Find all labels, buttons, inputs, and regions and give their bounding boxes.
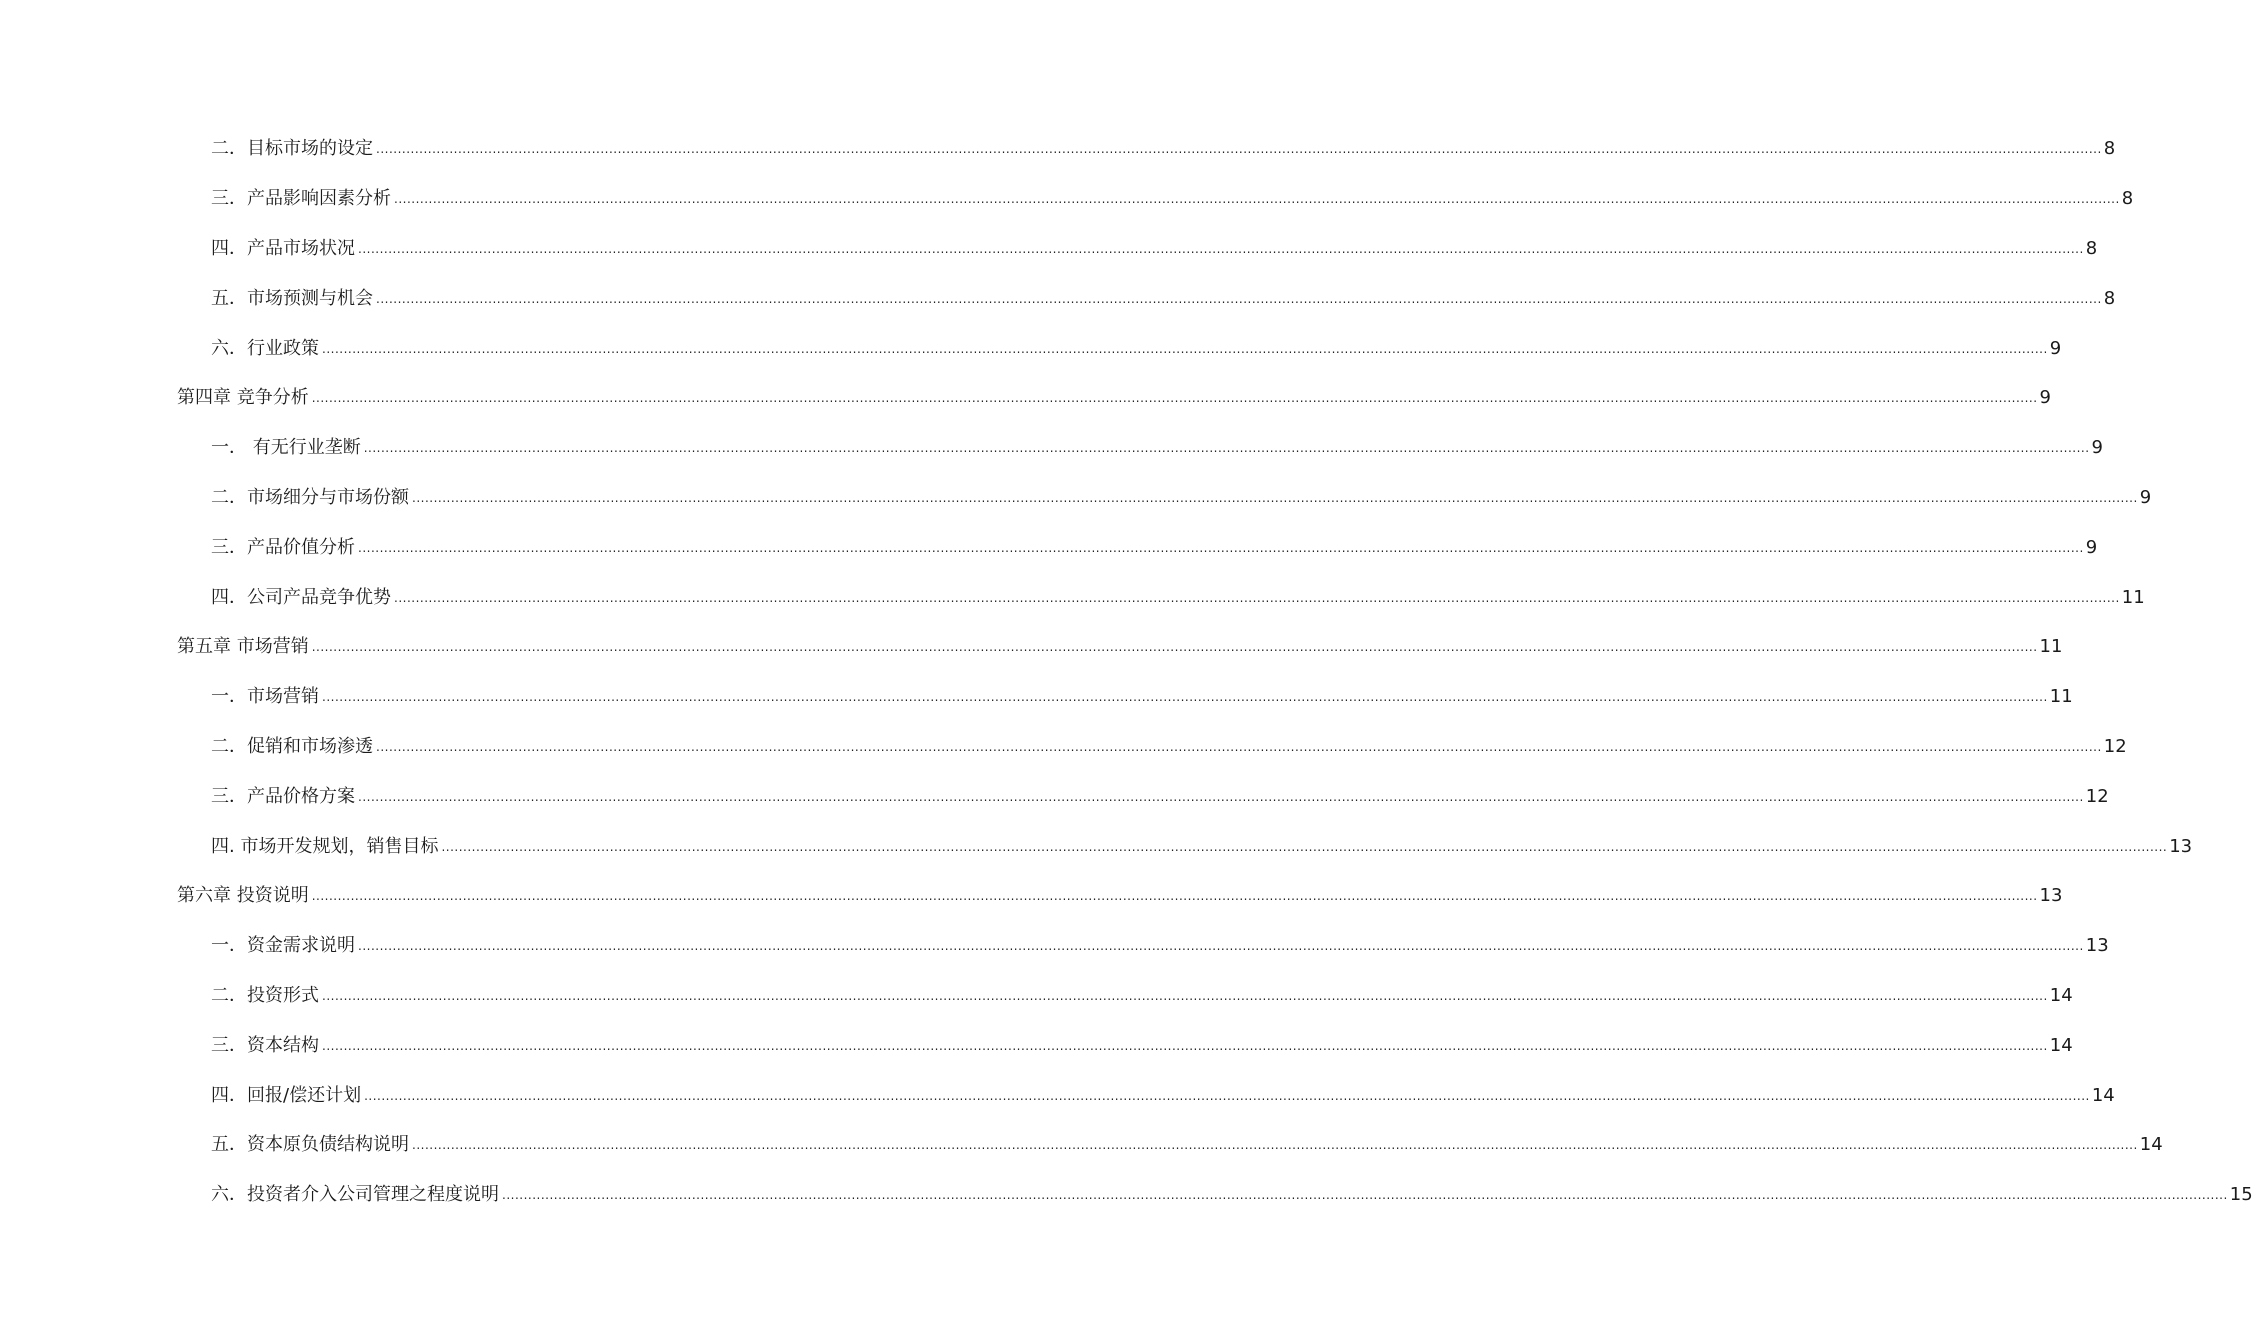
toc-entry-title: 二．市场细分与市场份额 xyxy=(211,486,409,508)
toc-page-number: 14 xyxy=(2049,1034,2073,1056)
toc-entry-line xyxy=(211,935,2109,958)
toc-dot-leader: ................................................................................................................................................................................................................................................................................................................................................................................................................ xyxy=(376,291,2102,306)
toc-entry-title: 三．产品价值分析 xyxy=(211,536,355,558)
toc-entry-line xyxy=(177,387,2051,410)
toc-entry-line xyxy=(211,785,2109,809)
toc-entry-line xyxy=(211,1134,2163,1157)
toc-dot-leader: ................................................................................................................................................................................................................................................................................................................................................................................................................ xyxy=(358,241,2084,256)
toc-entry-title: 三．资本结构 xyxy=(211,1034,319,1056)
toc-entry-line xyxy=(211,486,2152,510)
toc-section-entry[interactable] xyxy=(0,573,2145,623)
toc-section-entry[interactable] xyxy=(0,723,2127,773)
toc-dot-leader: ................................................................................................................................................................................................................................................................................................................................................................................................................ xyxy=(394,590,2120,605)
toc-page-number: 11 xyxy=(2049,686,2073,708)
toc-page-number: 11 xyxy=(2039,636,2063,658)
toc-page-number: 13 xyxy=(2039,885,2063,907)
toc-page-number: 12 xyxy=(2103,735,2127,757)
toc-entry-line xyxy=(211,1184,2253,1207)
toc-dot-leader: ................................................................................................................................................................................................................................................................................................................................................................................................................ xyxy=(311,889,2038,904)
toc-entry-line xyxy=(177,636,2063,659)
toc-entry-title: 二．促销和市场渗透 xyxy=(211,735,373,757)
toc-entry-line xyxy=(211,237,2098,261)
toc-dot-leader: ................................................................................................................................................................................................................................................................................................................................................................................................................ xyxy=(363,441,2090,456)
toc-page-number: 13 xyxy=(2169,835,2193,857)
toc-dot-leader: ................................................................................................................................................................................................................................................................................................................................................................................................................ xyxy=(364,1088,2090,1103)
toc-dot-leader: ................................................................................................................................................................................................................................................................................................................................................................................................................ xyxy=(322,690,2048,705)
toc-section-entry[interactable] xyxy=(0,324,2062,374)
toc-entry-line xyxy=(211,1034,2073,1058)
toc-section-entry[interactable] xyxy=(0,1071,2115,1121)
toc-page-number: 9 xyxy=(2039,387,2051,409)
toc-section-entry[interactable] xyxy=(0,1021,2073,1071)
toc-page-number: 14 xyxy=(2049,984,2073,1006)
table-of-contents xyxy=(0,125,2253,1221)
toc-dot-leader: ................................................................................................................................................................................................................................................................................................................................................................................................................ xyxy=(502,1188,2228,1203)
toc-page-number: 15 xyxy=(2229,1184,2253,1206)
toc-section-entry[interactable] xyxy=(0,922,2109,972)
toc-entry-title: 二．投资形式 xyxy=(211,984,319,1006)
toc-section-entry[interactable] xyxy=(0,972,2073,1022)
toc-page-number: 8 xyxy=(2103,287,2116,309)
toc-dot-leader: ................................................................................................................................................................................................................................................................................................................................................................................................................ xyxy=(394,192,2120,207)
toc-section-entry[interactable] xyxy=(0,822,2193,872)
toc-section-entry[interactable] xyxy=(0,474,2152,524)
toc-page-number: 14 xyxy=(2091,1084,2115,1106)
toc-dot-leader: ................................................................................................................................................................................................................................................................................................................................................................................................................ xyxy=(322,988,2048,1003)
toc-section-entry[interactable] xyxy=(0,225,2098,275)
toc-dot-leader: ................................................................................................................................................................................................................................................................................................................................................................................................................ xyxy=(441,839,2168,854)
toc-entry-line xyxy=(211,984,2073,1008)
toc-entry-title: 三．产品价格方案 xyxy=(211,785,355,807)
toc-chapter-entry[interactable] xyxy=(0,623,2063,673)
toc-entry-line xyxy=(211,835,2193,859)
toc-section-entry[interactable] xyxy=(0,523,2098,573)
toc-section-entry[interactable] xyxy=(0,424,2103,474)
toc-page-number: 14 xyxy=(2139,1134,2163,1156)
toc-entry-title: 二．目标市场的设定 xyxy=(211,138,373,160)
toc-chapter-entry[interactable] xyxy=(0,374,2051,424)
toc-entry-title: 四. 市场开发规划，销售目标 xyxy=(211,835,439,857)
toc-section-entry[interactable] xyxy=(0,175,2134,225)
toc-entry-title: 四．产品市场状况 xyxy=(211,237,355,259)
toc-dot-leader: ................................................................................................................................................................................................................................................................................................................................................................................................................ xyxy=(311,640,2038,655)
toc-entry-title: 六．投资者介入公司管理之程度说明 xyxy=(211,1184,499,1206)
toc-entry-title: 第六章 投资说明 xyxy=(177,885,309,907)
toc-entry-line xyxy=(211,188,2134,211)
toc-entry-line xyxy=(211,337,2062,361)
toc-page-number: 8 xyxy=(2121,188,2134,210)
toc-page-number: 9 xyxy=(2139,486,2152,508)
toc-entry-line xyxy=(177,885,2063,908)
toc-dot-leader: ................................................................................................................................................................................................................................................................................................................................................................................................................ xyxy=(412,490,2138,505)
toc-page-number: 13 xyxy=(2085,935,2109,957)
toc-entry-title: 六．行业政策 xyxy=(211,337,319,359)
toc-dot-leader: ................................................................................................................................................................................................................................................................................................................................................................................................................ xyxy=(322,341,2048,356)
toc-entry-title: 五．市场预测与机会 xyxy=(211,287,373,309)
toc-section-entry[interactable] xyxy=(0,125,2116,175)
toc-dot-leader: ................................................................................................................................................................................................................................................................................................................................................................................................................ xyxy=(358,789,2084,804)
toc-dot-leader: ................................................................................................................................................................................................................................................................................................................................................................................................................ xyxy=(358,939,2084,954)
toc-page-number: 11 xyxy=(2121,586,2145,608)
toc-page-number: 9 xyxy=(2085,536,2098,558)
toc-entry-line xyxy=(211,287,2116,311)
toc-page-number: 9 xyxy=(2049,337,2062,359)
toc-section-entry[interactable] xyxy=(0,1121,2163,1171)
toc-section-entry[interactable] xyxy=(0,1171,2253,1221)
toc-entry-line xyxy=(211,437,2103,460)
toc-entry-line xyxy=(211,138,2116,161)
toc-entry-line xyxy=(211,586,2145,610)
toc-entry-title: 三．产品影响因素分析 xyxy=(211,188,391,210)
toc-chapter-entry[interactable] xyxy=(0,872,2063,922)
toc-entry-title: 一．市场营销 xyxy=(211,686,319,708)
toc-dot-leader: ................................................................................................................................................................................................................................................................................................................................................................................................................ xyxy=(376,739,2102,754)
toc-page-number: 12 xyxy=(2085,785,2109,807)
toc-entry-title: 第五章 市场营销 xyxy=(177,636,309,658)
toc-page-number: 8 xyxy=(2103,138,2116,160)
toc-entry-title: 四．回报/偿还计划 xyxy=(211,1084,362,1106)
toc-entry-line xyxy=(211,735,2127,759)
toc-section-entry[interactable] xyxy=(0,274,2116,324)
toc-entry-title: 五．资本原负债结构说明 xyxy=(211,1134,409,1156)
toc-entry-line xyxy=(211,1084,2115,1108)
toc-entry-line xyxy=(211,686,2073,709)
toc-page-number: 9 xyxy=(2091,437,2103,459)
toc-dot-leader: ................................................................................................................................................................................................................................................................................................................................................................................................................ xyxy=(311,391,2038,406)
toc-entry-title: 四．公司产品竞争优势 xyxy=(211,586,391,608)
toc-dot-leader: ................................................................................................................................................................................................................................................................................................................................................................................................................ xyxy=(376,142,2102,157)
toc-section-entry[interactable] xyxy=(0,772,2109,822)
toc-dot-leader: ................................................................................................................................................................................................................................................................................................................................................................................................................ xyxy=(358,540,2084,555)
toc-dot-leader: ................................................................................................................................................................................................................................................................................................................................................................................................................ xyxy=(322,1038,2048,1053)
toc-entry-line xyxy=(211,536,2098,560)
toc-entry-title: 一． 有无行业垄断 xyxy=(211,437,361,459)
toc-entry-title: 一．资金需求说明 xyxy=(211,935,355,957)
toc-page-number: 8 xyxy=(2085,237,2098,259)
toc-dot-leader: ................................................................................................................................................................................................................................................................................................................................................................................................................ xyxy=(412,1138,2138,1153)
toc-entry-title: 第四章 竞争分析 xyxy=(177,387,309,409)
toc-section-entry[interactable] xyxy=(0,673,2073,723)
